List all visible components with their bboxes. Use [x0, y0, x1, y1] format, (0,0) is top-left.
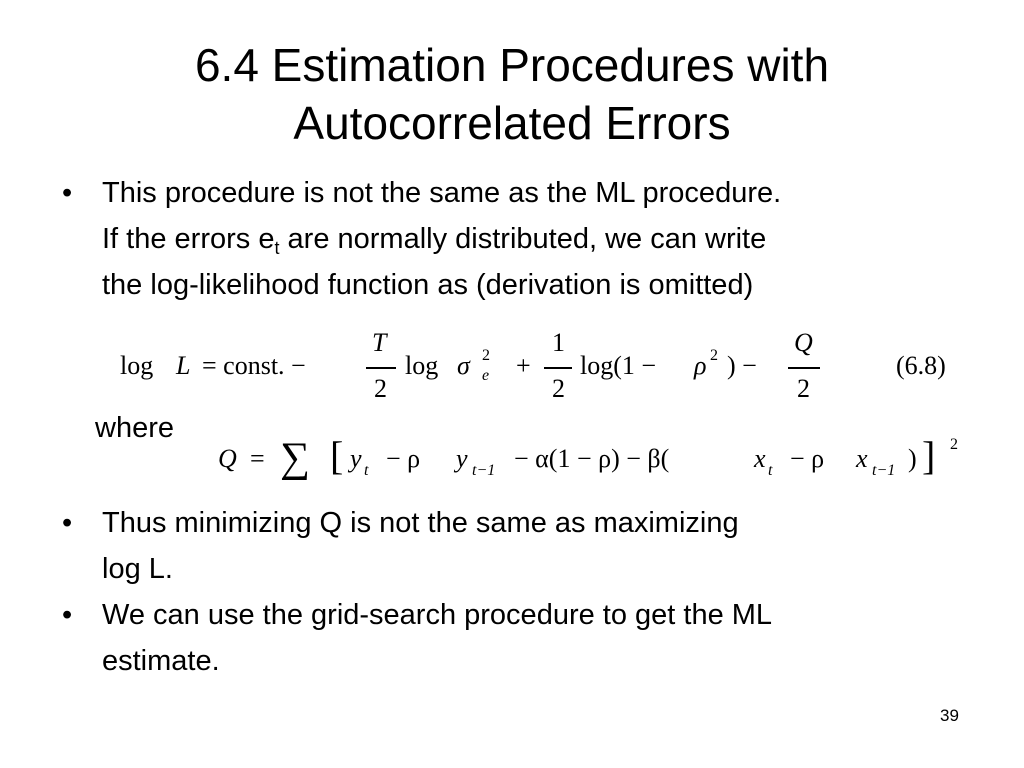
close-bracket: ] — [922, 433, 936, 478]
eq-sigma: σ — [457, 351, 470, 380]
q-y-lag: y — [456, 444, 468, 473]
q-x-sub-t: t — [768, 462, 773, 479]
where-label: where — [95, 412, 174, 444]
eq-L: L — [176, 351, 191, 380]
frac2-bar — [544, 367, 572, 369]
page-number: 39 — [940, 706, 959, 725]
q-x: x — [754, 444, 766, 473]
q-minus-rho: − ρ — [386, 444, 421, 473]
eq-rho: ρ — [694, 351, 707, 380]
q-x-sub-t-minus-1: t−1 — [872, 462, 896, 479]
frac3-denominator: 2 — [797, 374, 810, 403]
eq-log-2: log — [405, 351, 439, 380]
frac2-denominator: 2 — [552, 374, 565, 403]
bullet-dot: • — [62, 507, 73, 539]
eq-const: = const. − — [202, 351, 306, 380]
frac3-bar — [788, 367, 820, 369]
eq-equals: = — [250, 444, 265, 473]
log-likelihood-equation — [120, 324, 990, 414]
frac3-numerator: Q — [794, 328, 813, 357]
sum-symbol: ∑ — [280, 435, 310, 481]
frac1-numerator: T — [372, 328, 387, 357]
q-minus-rho-2: − ρ — [790, 444, 825, 473]
q-close-paren: ) — [908, 444, 917, 473]
sigma-superscript: 2 — [482, 347, 490, 364]
frac1-bar — [366, 367, 396, 369]
subscript-t: t — [274, 238, 280, 258]
bullet-3-line-1: We can use the grid-search procedure to get the ML — [102, 599, 773, 631]
bullet-2-line-1: Thus minimizing Q is not the same as maximizing — [102, 507, 739, 539]
bullet-dot: • — [62, 599, 73, 631]
bullet-3-line-2: estimate. — [102, 645, 220, 677]
title-line-1: 6.4 Estimation Procedures with — [194, 39, 830, 91]
bullet-1-line-2-post: are normally distributed, we can write — [279, 223, 767, 255]
eq-close-minus: ) − — [727, 351, 757, 380]
title-line-2: Autocorrelated Errors — [293, 97, 731, 149]
bullet-1-line-3: the log-likelihood function as (derivation is omitted) — [102, 269, 754, 301]
bullet-1-line-2 — [102, 216, 781, 262]
bullet-1-line-2-pre: If the errors e — [102, 223, 275, 255]
q-squared: 2 — [950, 436, 958, 453]
bullet-dot: • — [62, 177, 73, 209]
slide-title — [0, 36, 1024, 152]
open-bracket: [ — [330, 433, 344, 478]
eq-Q: Q — [218, 444, 237, 473]
eq-log-1-minus: log(1 − — [580, 351, 657, 380]
frac1-denominator: 2 — [374, 374, 387, 403]
q-y: y — [350, 444, 362, 473]
q-definition-equation — [218, 430, 978, 486]
q-alpha-beta-terms: − α(1 − ρ) − β( — [514, 444, 670, 473]
sigma-subscript: e — [482, 367, 490, 384]
q-sub-t-minus-1: t−1 — [472, 462, 496, 479]
equation-number: (6.8) — [896, 351, 946, 380]
eq-log: log — [120, 351, 154, 380]
rho-superscript: 2 — [710, 347, 718, 364]
eq-plus: + — [516, 351, 531, 380]
bullet-1-line-1: This procedure is not the same as the ML procedure. — [102, 177, 782, 209]
frac2-numerator: 1 — [552, 328, 565, 357]
q-x-lag: x — [856, 444, 868, 473]
bullet-2-line-2: log L. — [102, 553, 173, 585]
q-sub-t: t — [364, 462, 369, 479]
